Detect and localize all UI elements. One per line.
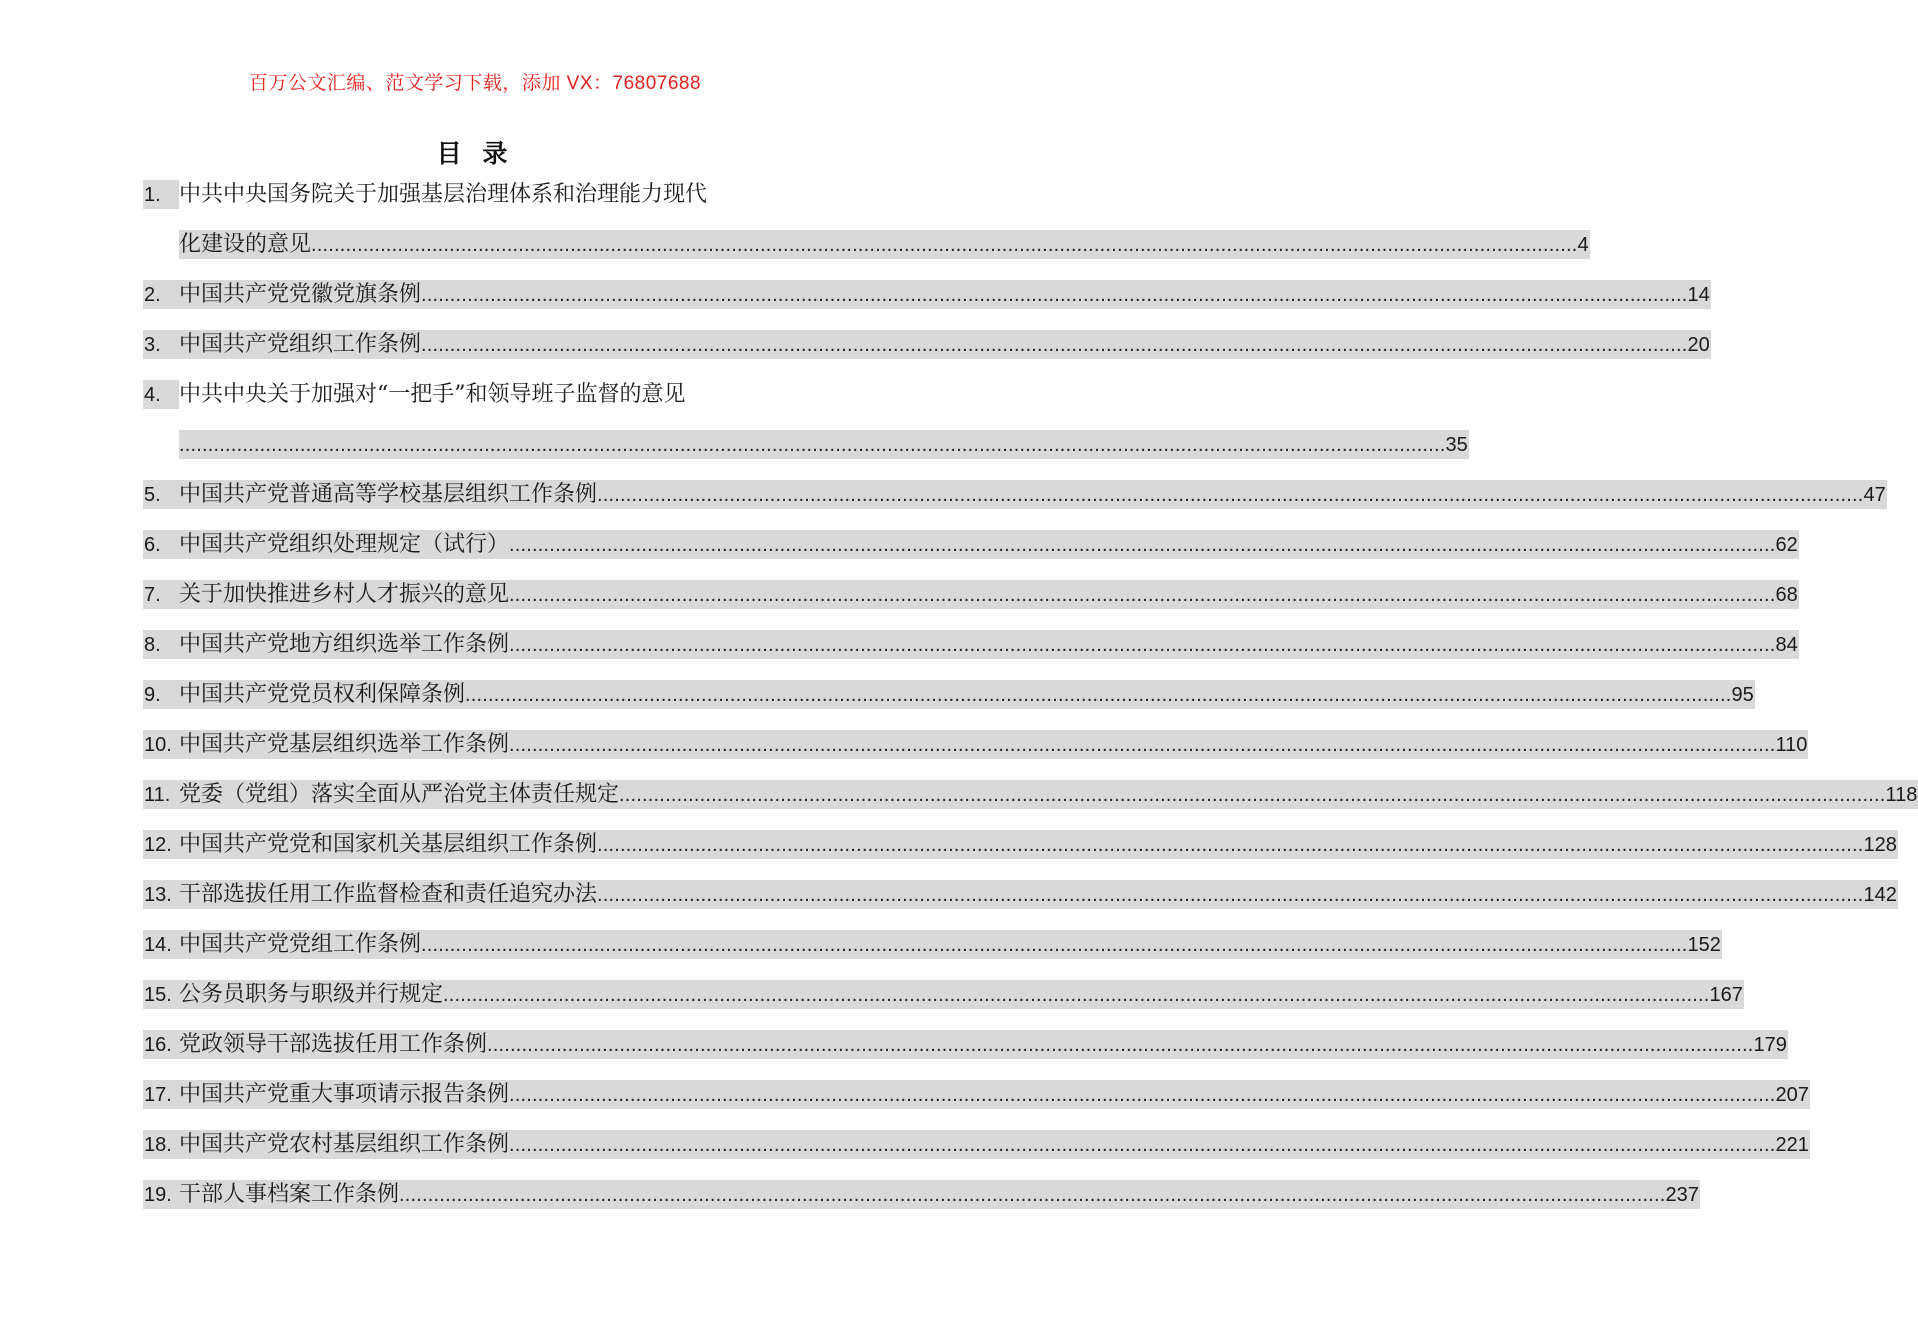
toc-page-number: 84: [1775, 630, 1798, 659]
toc-entry-title: 中共中央国务院关于加强基层治理体系和治理能力现代: [179, 182, 708, 207]
toc-entry[interactable]: [143, 630, 1798, 659]
toc-entry-number: 14.: [143, 930, 179, 959]
toc-page-number: 47: [1863, 480, 1886, 509]
toc-entry-title: 中国共产党基层组织选举工作条例: [179, 732, 510, 757]
toc-entry-number: 16.: [143, 1030, 179, 1059]
toc-entry[interactable]: [143, 530, 1798, 559]
dot-leader: ............................................................................................................................................................................................................................: [509, 530, 1775, 559]
toc-entry-title: 中国共产党地方组织选举工作条例: [179, 632, 510, 657]
toc-entry-number: 2.: [143, 280, 179, 309]
toc-page-number: 221: [1775, 1130, 1809, 1159]
dot-leader: ............................................................................................................................................................................................................................: [509, 1130, 1775, 1159]
toc-page-number: 167: [1709, 980, 1743, 1009]
toc-entry-title: 中国共产党组织处理规定（试行）: [179, 532, 510, 557]
toc-entry-number: 10.: [143, 730, 179, 759]
dot-leader: ............................................................................................................................................................................................................................: [509, 730, 1775, 759]
toc-page-number: 118: [1885, 780, 1918, 809]
toc-entry-title: 党政领导干部选拔任用工作条例: [179, 1032, 488, 1057]
toc-entry-title: 关于加快推进乡村人才振兴的意见: [179, 582, 510, 607]
toc-page-number: 95: [1731, 680, 1754, 709]
dot-leader: ............................................................................................................................................................................................................................: [597, 480, 1863, 509]
dot-leader: ............................................................................................................................................................................................................................: [509, 630, 1775, 659]
toc-page-number: 142: [1863, 880, 1897, 909]
toc-page-number: 237: [1665, 1180, 1699, 1209]
toc-page-number: 4: [1577, 230, 1589, 259]
toc-entry[interactable]: [143, 280, 1710, 309]
dot-leader: ............................................................................................................................................................................................................................: [421, 280, 1687, 309]
toc-entry-number: 1.: [143, 180, 179, 209]
toc-entry-title: 党委（党组）落实全面从严治党主体责任规定: [179, 782, 620, 807]
dot-leader: ............................................................................................................................................................................................................................: [421, 330, 1687, 359]
toc-entry[interactable]: [143, 480, 1886, 509]
toc-entry-title: 中国共产党普通高等学校基层组织工作条例: [179, 482, 598, 507]
dot-leader: ............................................................................................................................................................................................................................: [311, 230, 1577, 259]
toc-entry-number: 13.: [143, 880, 179, 909]
dot-leader: ............................................................................................................................................................................................................................: [443, 980, 1709, 1009]
toc-entry[interactable]: [143, 830, 1897, 859]
toc-entry[interactable]: [143, 880, 1897, 909]
dot-leader: ............................................................................................................................................................................................................................: [619, 780, 1885, 809]
toc-entry[interactable]: [143, 980, 1743, 1009]
toc-page-number: 20: [1687, 330, 1710, 359]
toc-entry[interactable]: [143, 430, 1468, 459]
toc-entry-title: 中国共产党农村基层组织工作条例: [179, 1132, 510, 1157]
toc-entry-title: 公务员职务与职级并行规定: [179, 982, 444, 1007]
toc-entry-number: 6.: [143, 530, 179, 559]
dot-leader: ............................................................................................................................................................................................................................: [597, 830, 1863, 859]
toc-entry[interactable]: [143, 1130, 1809, 1159]
toc-entry-number: 3.: [143, 330, 179, 359]
dot-leader: ............................................................................................................................................................................................................................: [509, 1080, 1775, 1109]
toc-entry-number: 4.: [143, 380, 179, 409]
toc-entry-number: 9.: [143, 680, 179, 709]
toc-entry-title: 干部选拔任用工作监督检查和责任追究办法: [179, 882, 598, 907]
toc-entry[interactable]: [143, 1080, 1809, 1109]
toc-entry[interactable]: [143, 1030, 1787, 1059]
toc-page-number: 14: [1687, 280, 1710, 309]
dot-leader: ............................................................................................................................................................................................................................: [421, 930, 1687, 959]
toc-page-number: 68: [1775, 580, 1798, 609]
toc-entry-title: 中共中央关于加强对“一把手”和领导班子监督的意见: [179, 382, 686, 407]
toc-entry-number: 7.: [143, 580, 179, 609]
toc-entry-title: 干部人事档案工作条例: [179, 1182, 400, 1207]
toc-entry-number: 18.: [143, 1130, 179, 1159]
toc-entry[interactable]: [143, 730, 1808, 759]
dot-leader: ............................................................................................................................................................................................................................: [487, 1030, 1753, 1059]
dot-leader: ............................................................................................................................................................................................................................: [179, 430, 1445, 459]
toc-entry-line[interactable]: [143, 180, 841, 209]
table-of-contents: [143, 180, 1918, 1230]
toc-entry[interactable]: [143, 330, 1710, 359]
toc-entry-title: 化建设的意见: [179, 232, 312, 257]
toc-entry[interactable]: [143, 580, 1798, 609]
toc-entry-title: 中国共产党党组工作条例: [179, 932, 422, 957]
toc-entry[interactable]: [143, 680, 1754, 709]
toc-page-number: 179: [1753, 1030, 1787, 1059]
dot-leader: ............................................................................................................................................................................................................................: [399, 1180, 1665, 1209]
toc-entry[interactable]: [143, 780, 1918, 809]
toc-entry[interactable]: [143, 930, 1721, 959]
toc-entry[interactable]: [143, 230, 1589, 259]
toc-entry-title: 中国共产党党徽党旗条例: [179, 282, 422, 307]
dot-leader: ............................................................................................................................................................................................................................: [465, 680, 1731, 709]
toc-entry-title: 中国共产党重大事项请示报告条例: [179, 1082, 510, 1107]
toc-entry[interactable]: [143, 1180, 1699, 1209]
page-title: 目 录: [436, 139, 514, 168]
dot-leader: ............................................................................................................................................................................................................................: [509, 580, 1775, 609]
toc-entry-title: 中国共产党组织工作条例: [179, 332, 422, 357]
toc-entry-number: 11.: [143, 780, 179, 809]
toc-page-number: 128: [1863, 830, 1897, 859]
toc-entry-title: 中国共产党党员权利保障条例: [179, 682, 466, 707]
toc-entry-number: 15.: [143, 980, 179, 1009]
toc-entry-number: 12.: [143, 830, 179, 859]
toc-entry-title: 中国共产党党和国家机关基层组织工作条例: [179, 832, 598, 857]
toc-page-number: 35: [1445, 430, 1468, 459]
toc-entry-number: 5.: [143, 480, 179, 509]
toc-entry-number: 19.: [143, 1180, 179, 1209]
toc-entry-number: 17.: [143, 1080, 179, 1109]
toc-entry-number: 8.: [143, 630, 179, 659]
toc-page-number: 110: [1775, 730, 1808, 759]
dot-leader: ............................................................................................................................................................................................................................: [597, 880, 1863, 909]
toc-entry-line[interactable]: [143, 380, 841, 409]
toc-page-number: 207: [1775, 1080, 1809, 1109]
toc-page-number: 62: [1775, 530, 1798, 559]
header-watermark-text: 百万公文汇编、范文学习下载，添加 VX：76807688: [248, 73, 702, 94]
toc-page-number: 152: [1687, 930, 1721, 959]
